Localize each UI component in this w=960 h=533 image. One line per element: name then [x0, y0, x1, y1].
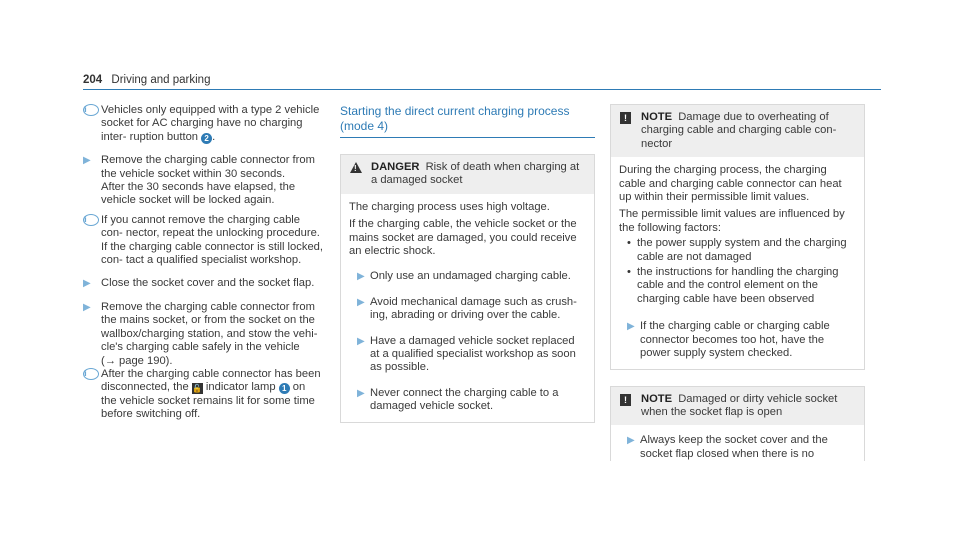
step: ▶ Only use an undamaged charging cable.	[357, 270, 571, 283]
danger-heading: Risk of death when charging at a damaged socket	[371, 161, 580, 187]
chapter-title: Driving and parking	[111, 74, 211, 86]
column-middle	[340, 104, 595, 423]
arrow-right-icon: ▶	[83, 155, 91, 167]
signal-word: NOTE	[641, 111, 673, 123]
arrow-right-icon: ▶	[627, 321, 635, 333]
info-icon: i	[83, 368, 99, 380]
step: ▶ Remove the charging cable connector from the vehicle socket within 30 seconds. After the 30 seconds have elapsed, the vehicle socket will be locked again.	[83, 154, 315, 207]
note-header	[611, 105, 864, 157]
badge-2: 2	[201, 133, 212, 144]
bullet-icon: •	[627, 266, 631, 279]
note-box	[610, 386, 865, 462]
info-icon: i	[83, 214, 99, 226]
info-note: i Vehicles only equipped with a type 2 vehicle socket for AC charging have no charging inter- ruption button 2 .	[84, 104, 320, 143]
arrow-right-icon: ▶	[357, 296, 365, 308]
danger-header	[341, 155, 594, 194]
list-item: • the power supply system and the charging cable are not damaged	[627, 237, 847, 263]
step: ▶ Remove the charging cable connector from the mains socket, or from the socket on the wallbox/charging station, and stow the vehi- cle's charging cable safely in the vehicle (→ page 190).	[83, 300, 318, 367]
signal-word: DANGER	[371, 161, 420, 173]
signal-word: NOTE	[641, 392, 673, 405]
note-body: During the charging process, the charging cable and charging cable connector can heat up within their permissible limit values. The permissible limit values are influenced by the following factors: • the power supply system and the charging cable are not damaged • the instructions for handling the charging cable and the control element on the charging cable have been observed ▶ If the charging cable or charging cable connector becomes too hot, have the power supply system checked.	[611, 157, 864, 368]
step: ▶ Have a damaged vehicle socket replaced at a qualified specialist workshop as soon as possible.	[357, 334, 576, 374]
arrow-right-icon: ▶	[357, 335, 365, 347]
info-icon: i	[83, 104, 99, 116]
badge-1: 1	[279, 383, 290, 394]
step: ▶ Never connect the charging cable to a damaged vehicle socket.	[357, 386, 559, 413]
note-heading: Damaged or dirty vehicle socket when the socket flap is open	[641, 392, 838, 418]
page-header	[83, 74, 210, 87]
note-icon: !	[620, 394, 631, 406]
info-note: i If you cannot remove the charging cable con- nector, repeat the unlocking procedure. If the charging cable connector is still locked, con- tact a qualified specialist workshop.	[84, 213, 324, 267]
warning-triangle-icon: !	[350, 162, 362, 173]
column-right	[610, 104, 865, 461]
danger-box	[340, 154, 595, 423]
arrow-right-icon: ▶	[83, 278, 91, 290]
arrow-right-icon: ▶	[357, 387, 365, 399]
arrow-right-icon: ▶	[627, 435, 635, 447]
step: ▶ If the charging cable or charging cable connector becomes too hot, have the power supply system checked.	[627, 320, 830, 360]
column-left	[83, 104, 323, 422]
info-note: i After the charging cable connector has been disconnected, the 🔓 indicator lamp 1 on the vehicle socket remains lit for some time before switching off.	[84, 367, 321, 421]
danger-body: The charging process uses high voltage. If the charging cable, the vehicle socket or the mains socket are damaged, you could receive an electric shock. ▶ Only use an undamaged charging cable. ▶ Avoid mechanical damage such as crush- ing, abrading or driving over the cable. ▶ Have a damaged vehicle socket replaced at a qualified specialist workshop as soon as possible. ▶ Never connect the charging cable to a damaged vehicle socket.	[341, 194, 594, 422]
page-reference-link[interactable]: (→ page 190).	[101, 354, 173, 367]
step: ▶ Avoid mechanical damage such as crush- ing, abrading or driving over the cable.	[357, 295, 577, 322]
arrow-right-icon: ▶	[83, 301, 91, 313]
step: ▶ Close the socket cover and the socket flap.	[83, 277, 315, 290]
note-box	[610, 104, 865, 370]
section-title: Starting the direct current charging process (mode 4)	[340, 104, 595, 138]
page-number: 204	[83, 74, 103, 86]
arrow-right-icon: ▶	[357, 271, 365, 283]
bullet-icon: •	[627, 237, 631, 250]
note-icon: !	[620, 112, 631, 124]
note-header	[611, 387, 864, 426]
header-rule	[83, 89, 881, 90]
unlock-icon: 🔓	[192, 384, 203, 394]
step: ▶ Always keep the socket cover and the socket flap closed when there is no	[627, 434, 828, 460]
list-item: • the instructions for handling the charging cable and the control element on the charging cable have been observed	[627, 266, 839, 305]
note-body	[611, 425, 864, 461]
note-heading: Damage due to overheating of charging cable and charging cable con- nector	[641, 111, 837, 150]
